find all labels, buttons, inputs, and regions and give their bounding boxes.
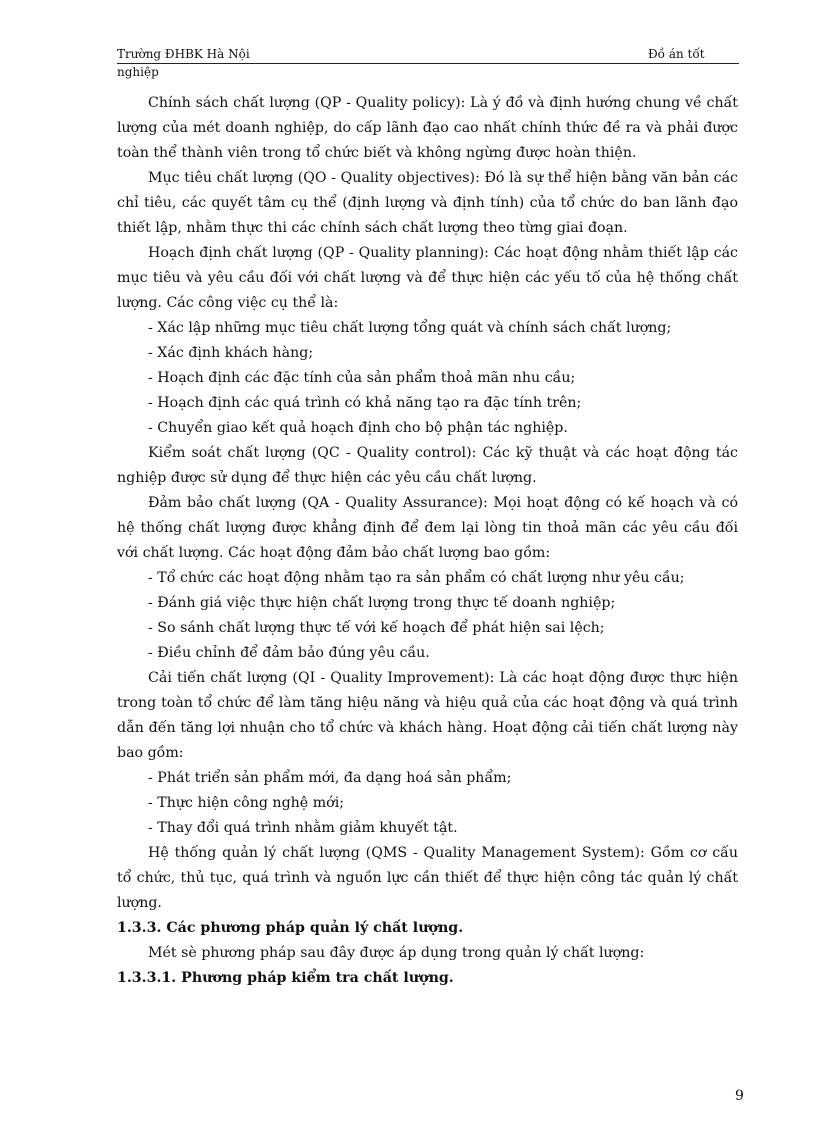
- subsection-heading: 1.3.3.1. Phương pháp kiểm tra chất lượng.: [117, 970, 454, 986]
- page-body: [117, 91, 738, 991]
- list-item: - So sánh chất lượng thực tế với kế hoạch để phát hiện sai lệch;: [148, 620, 605, 636]
- list-item: - Xác định khách hàng;: [148, 345, 314, 361]
- paragraph-quality-assurance: Đảm bảo chất lượng (QA - Quality Assurance): Mọi hoạt động có kế hoạch và có hệ thống chất lượng được khẳng định để đem lại lòng tin thoả mãn các yêu cầu đối với chất lượng. Các hoạt động đảm bảo chất lượng bao gồm:: [117, 495, 738, 561]
- list-item: - Chuyển giao kết quả hoạch định cho bộ phận tác nghiệp.: [148, 420, 568, 436]
- header-school: Trường ĐHBK Hà Nội: [117, 47, 250, 61]
- list-item: - Thay đổi quá trình nhằm giảm khuyết tật.: [148, 820, 458, 836]
- list-item: - Xác lập những mục tiêu chất lượng tổng quát và chính sách chất lượng;: [148, 320, 672, 336]
- list-item: - Tổ chức các hoạt động nhằm tạo ra sản phẩm có chất lượng như yêu cầu;: [148, 570, 685, 586]
- paragraph-quality-improvement: Cải tiến chất lượng (QI - Quality Improvement): Là các hoạt động được thực hiện trong toàn tổ chức để làm tăng hiệu năng và hiệu quả của các hoạt động và quá trình dẫn đến tăng lợi nhuận cho tổ chức và khách hàng. Hoạt động cải tiến chất lượng này bao gồm:: [117, 670, 738, 761]
- header-doc-type: Đồ án tốt: [648, 47, 705, 61]
- header-doc-type-continuation: nghiệp: [117, 65, 159, 79]
- page-number: 9: [735, 1088, 744, 1104]
- header-divider: [117, 63, 739, 64]
- list-item: - Thực hiện công nghệ mới;: [148, 795, 345, 811]
- list-item: - Phát triển sản phẩm mới, đa dạng hoá sản phẩm;: [148, 770, 512, 786]
- paragraph-quality-control: Kiểm soát chất lượng (QC - Quality control): Các kỹ thuật và các hoạt động tác nghiệp được sử dụng để thực hiện các yêu cầu chất lượng.: [117, 445, 738, 486]
- paragraph-methods-intro: Mét sè phương pháp sau đây được áp dụng trong quản lý chất lượng:: [148, 945, 645, 961]
- section-heading: 1.3.3. Các phương pháp quản lý chất lượng.: [117, 920, 464, 936]
- paragraph-quality-management-system: Hệ thống quản lý chất lượng (QMS - Quality Management System): Gồm cơ cấu tổ chức, thủ tục, quá trình và nguồn lực cần thiết để thực hiện công tác quản lý chất lượng.: [117, 845, 738, 911]
- list-item: - Hoạch định các quá trình có khả năng tạo ra đặc tính trên;: [148, 395, 582, 411]
- list-item: - Hoạch định các đặc tính của sản phẩm thoả mãn nhu cầu;: [148, 370, 576, 386]
- paragraph-quality-planning: Hoạch định chất lượng (QP - Quality planning): Các hoạt động nhằm thiết lập các mục tiêu và yêu cầu đối với chất lượng và để thực hiện các yếu tố của hệ thống chất lượng. Các công việc cụ thể là:: [117, 245, 738, 311]
- paragraph-quality-policy: Chính sách chất lượng (QP - Quality policy): Là ý đồ và định hướng chung về chất lượng của mét doanh nghiệp, do cấp lãnh đạo cao nhất chính thức đề ra và phải được toàn thể thành viên trong tổ chức biết và không ngừng được hoàn thiện.: [117, 95, 738, 161]
- list-item: - Điều chỉnh để đảm bảo đúng yêu cầu.: [148, 645, 430, 661]
- paragraph-quality-objectives: Mục tiêu chất lượng (QO - Quality objectives): Đó là sự thể hiện bằng văn bản các chỉ tiêu, các quyết tâm cụ thể (định lượng và định tính) của tổ chức do ban lãnh đạo thiết lập, nhằm thực thi các chính sách chất lượng theo từng giai đoạn.: [117, 170, 738, 236]
- list-item: - Đánh giá việc thực hiện chất lượng trong thực tế doanh nghiệp;: [148, 595, 616, 611]
